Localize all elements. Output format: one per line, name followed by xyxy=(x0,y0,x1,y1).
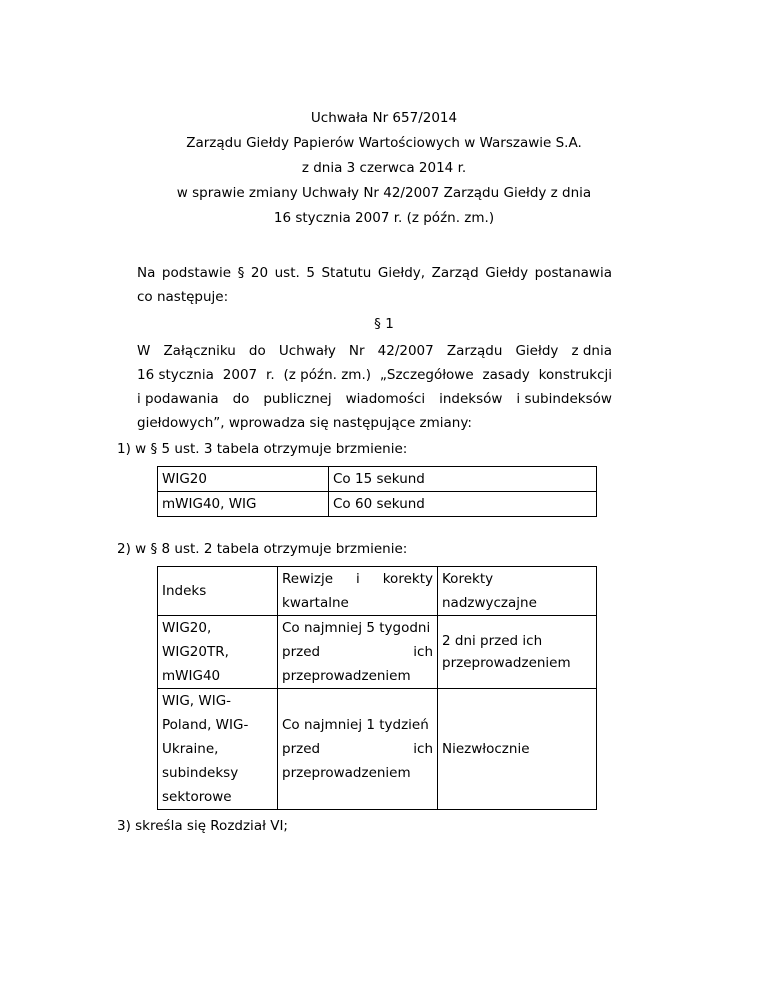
header-quarterly-revisions: Rewizje i korekty kwartalne xyxy=(278,567,438,616)
header-extraordinary-corrections: Korekty nadzwyczajne xyxy=(438,567,597,616)
update-frequency-table xyxy=(157,466,597,517)
table-row xyxy=(158,492,597,517)
quarterly-cell: Co najmniej 5 tygodni przed ich przeprowadzeniem xyxy=(278,616,438,689)
revision-schedule-table xyxy=(157,566,597,810)
header-index: Indeks xyxy=(158,567,278,616)
table-row xyxy=(158,616,597,689)
extraordinary-cell: Niezwłocznie xyxy=(438,689,597,810)
intro-line-1: Na podstawie § 20 ust. 5 Statutu Giełdy, Zarząd Giełdy postanawia xyxy=(137,265,612,281)
item-1-label: 1) w § 5 ust. 3 tabela otrzymuje brzmienie: xyxy=(117,441,408,457)
item-3-label: 3) skreśla się Rozdział VI; xyxy=(117,818,288,834)
resolution-number: Uchwała Nr 657/2014 xyxy=(310,110,458,126)
table-cell: WIG20 xyxy=(158,467,329,492)
index-cell: WIG20, WIG20TR, mWIG40 xyxy=(158,616,278,689)
table-cell: Co 15 sekund xyxy=(329,467,597,492)
quarterly-cell: Co najmniej 1 tydzień przed ich przeprowadzeniem xyxy=(278,689,438,810)
paragraph-line-3: i podawania do publicznej wiadomości indeksów i subindeksów xyxy=(137,391,612,407)
intro-line-2: co następuje: xyxy=(137,289,229,305)
table-row xyxy=(158,467,597,492)
table-header-row xyxy=(158,567,597,616)
table-cell: Co 60 sekund xyxy=(329,492,597,517)
section-title: § 1 xyxy=(374,316,394,332)
index-cell: WIG, WIG- Poland, WIG- Ukraine, subindeksy sektorowe xyxy=(158,689,278,810)
item-2-label: 2) w § 8 ust. 2 tabela otrzymuje brzmienie: xyxy=(117,541,408,557)
paragraph-line-4: giełdowych”, wprowadza się następujące zmiany: xyxy=(137,415,472,431)
resolution-date: z dnia 3 czerwca 2014 r. xyxy=(301,160,467,176)
extraordinary-cell: 2 dni przed ich przeprowadzeniem xyxy=(438,616,597,689)
paragraph-line-2: 16 stycznia 2007 r. (z późn. zm.) „Szczegółowe zasady konstrukcji xyxy=(137,367,612,383)
table-row xyxy=(158,689,597,810)
table-cell: mWIG40, WIG xyxy=(158,492,329,517)
paragraph-line-1: W Załączniku do Uchwały Nr 42/2007 Zarządu Giełdy z dnia xyxy=(137,343,612,359)
subject-line-1: w sprawie zmiany Uchwały Nr 42/2007 Zarządu Giełdy z dnia xyxy=(176,185,592,201)
issuing-body: Zarządu Giełdy Papierów Wartościowych w Warszawie S.A. xyxy=(186,135,582,151)
subject-line-2: 16 stycznia 2007 r. (z późn. zm.) xyxy=(273,210,495,226)
